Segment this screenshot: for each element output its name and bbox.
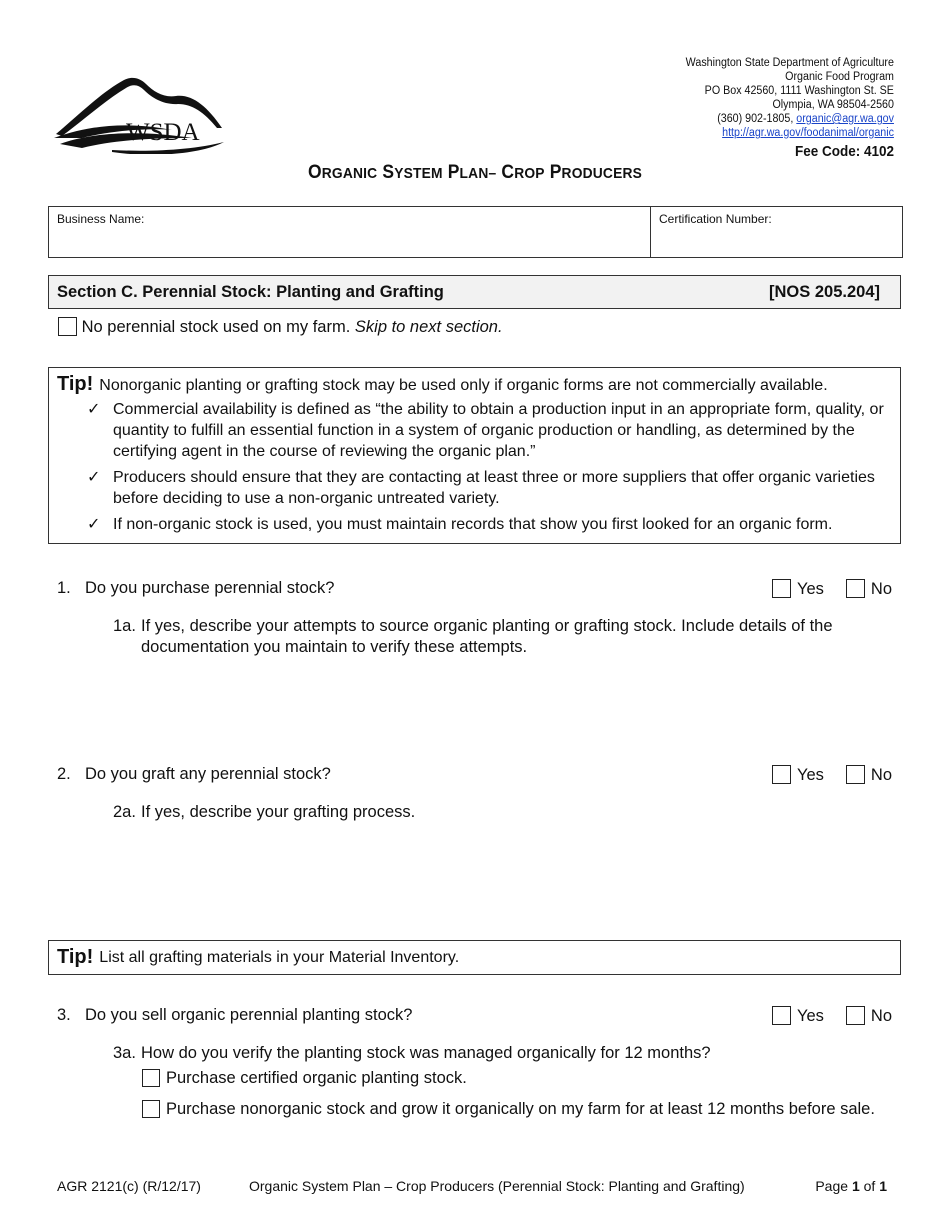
tip-box-commercial-availability [48,367,901,544]
no-option[interactable]: No [846,766,892,784]
no-checkbox[interactable] [846,579,865,598]
section-reference: [NOS 205.204] [769,282,880,301]
website-link[interactable]: http://agr.wa.gov/foodanimal/organic [722,127,894,139]
tip-bullet: ✓ Producers should ensure that they are contacting at least three or more suppliers that offer organic varieties before deciding to use a non-organic untreated variety. [87,469,875,507]
skip-note: Skip to next section. [354,318,503,336]
nonorganic-stock-checkbox[interactable] [142,1100,160,1118]
id-fields-box [48,206,903,258]
tip-text: List all grafting materials in your Material Inventory. [99,948,460,966]
question-1: 1. Do you purchase perennial stock? [57,579,335,597]
question-3-yes-no [772,1006,892,1026]
no-option[interactable]: No [846,580,892,598]
question-3: 3. Do you sell organic perennial planting stock? [57,1006,413,1024]
yes-option[interactable]: Yes [772,580,824,598]
email-link[interactable]: organic@agr.wa.gov [796,113,894,125]
checkmark-icon: ✓ [87,469,101,486]
footer-page-number: Page 1 of 1 [815,1178,887,1194]
tip-intro: Nonorganic planting or grafting stock may be used only if organic forms are not commercially available. [99,377,828,394]
option-certified-stock[interactable] [142,1069,467,1088]
wsda-logo [52,72,227,154]
agency-phone: (360) 902-1805, [717,113,794,125]
option-label: Purchase nonorganic stock and grow it organically on my farm for at least 12 months before sale. [166,1100,875,1118]
certification-number-field[interactable] [651,207,780,257]
tip-label: Tip! [57,373,94,395]
no-checkbox[interactable] [846,1006,865,1025]
agency-line: PO Box 42560, 1111 Washington St. SE [704,85,894,97]
yes-checkbox[interactable] [772,765,791,784]
logo-text: WSDA [126,119,200,146]
no-stock-label: No perennial stock used on my farm. [81,318,351,336]
yes-checkbox[interactable] [772,579,791,598]
option-nonorganic-stock[interactable] [142,1100,875,1119]
question-3a: 3a. How do you verify the planting stock was managed organically for 12 months? [113,1044,711,1062]
agency-address [686,56,894,140]
option-label: Purchase certified organic planting stock. [166,1069,467,1087]
section-title: Section C. Perennial Stock: Planting and Grafting [57,282,444,301]
no-checkbox[interactable] [846,765,865,784]
business-name-label: Business Name: [57,212,145,226]
no-stock-checkbox[interactable] [58,317,77,336]
business-name-field[interactable] [49,207,651,257]
agency-line: Washington State Department of Agriculture [685,57,894,69]
question-1-yes-no [772,579,892,599]
question-2-yes-no [772,765,892,785]
footer-title: Organic System Plan – Crop Producers (Perennial Stock: Planting and Grafting) [249,1178,745,1194]
section-header [48,275,901,309]
agency-line: Olympia, WA 98504-2560 [772,99,894,111]
yes-checkbox[interactable] [772,1006,791,1025]
tip-bullet: ✓ Commercial availability is defined as “the ability to obtain a production input in an appropriate form, quality, or quantity to fulfill an essential function in a system of organic production or handling, as determined by the certifying agent in the course of reviewing the organic plan.” [87,401,884,460]
no-stock-option [58,317,503,337]
question-2a: 2a. If yes, describe your grafting process. [113,803,416,821]
tip-label: Tip! [57,946,94,968]
agency-line: Organic Food Program [785,71,894,83]
no-option[interactable]: No [846,1007,892,1025]
certified-stock-checkbox[interactable] [142,1069,160,1087]
fee-code: Fee Code: 4102 [794,143,894,160]
yes-option[interactable]: Yes [772,766,824,784]
question-1a: 1a. If yes, describe your attempts to source organic planting or grafting stock. Include details of the documentation you maintain to verify these attempts. [113,617,833,656]
tip-box-grafting-materials [48,940,901,975]
certification-number-label: Certification Number: [659,212,772,226]
footer-form-id: AGR 2121(c) (R/12/17) [57,1178,201,1194]
page-title: ORGANIC SYSTEM PLAN– CROP PRODUCERS [307,162,643,183]
yes-option[interactable]: Yes [772,1007,824,1025]
question-2: 2. Do you graft any perennial stock? [57,765,331,783]
tip-bullet: ✓ If non-organic stock is used, you must maintain records that show you first looked for an organic form. [87,516,833,533]
checkmark-icon: ✓ [87,516,101,533]
checkmark-icon: ✓ [87,401,101,418]
